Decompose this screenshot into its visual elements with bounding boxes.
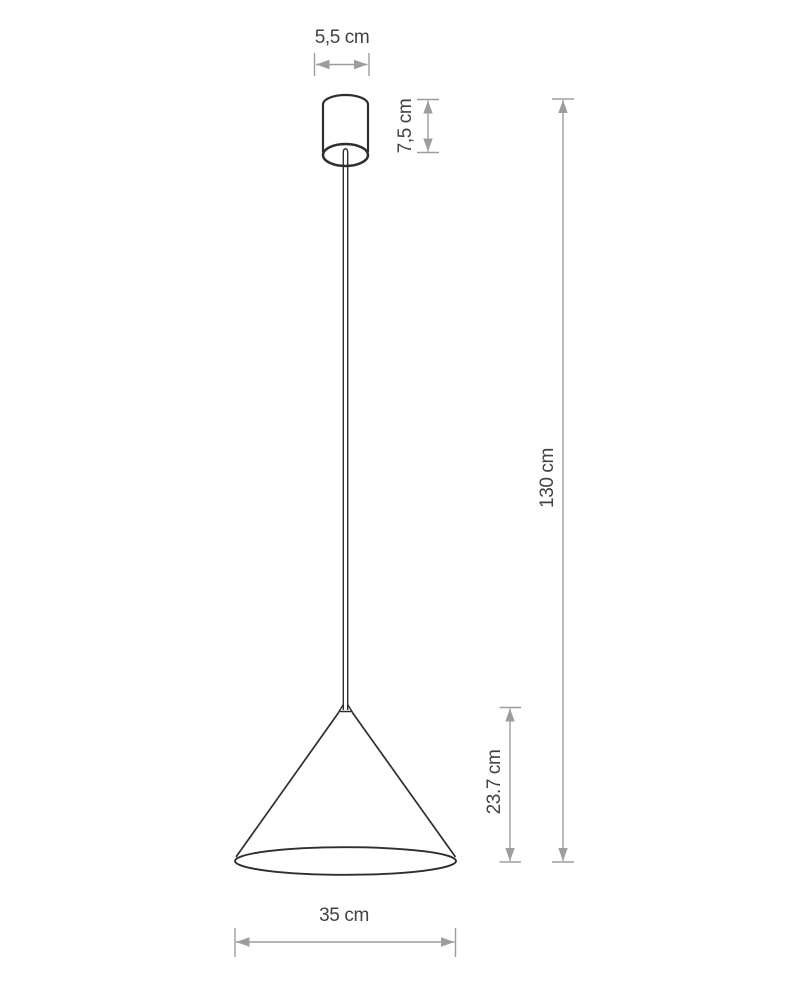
dimension-canopy-width-label: 5,5 cm: [314, 27, 370, 48]
shade-right-edge: [352, 712, 455, 857]
lamp-shade: [235, 705, 456, 875]
arrowhead-down-icon: [505, 848, 514, 861]
arrowhead-up-icon: [423, 101, 432, 114]
arrowhead-down-icon: [423, 139, 432, 152]
arrowhead-right-icon: [441, 937, 455, 946]
lamp-canopy: [323, 95, 368, 166]
arrowhead-left-icon: [236, 937, 250, 946]
dimension-canopy-height-label: 7,5 cm: [395, 98, 416, 154]
dimension-shade-height-label: 23.7 cm: [484, 749, 505, 815]
dimension-total-height-label: 130 cm: [537, 448, 558, 508]
arrowhead-up-icon: [558, 100, 567, 113]
dimension-canopy-width: [315, 27, 370, 76]
shade-apex-cap: [339, 705, 352, 712]
dimension-shade-width-label: 35 cm: [319, 905, 369, 926]
arrowhead-up-icon: [505, 709, 514, 722]
shade-left-edge: [236, 712, 339, 857]
shade-bottom-ellipse: [235, 847, 456, 875]
arrowhead-down-icon: [558, 848, 567, 861]
dimension-canopy-height: [395, 99, 439, 154]
dimension-shade-height: [484, 708, 521, 863]
lamp-cable: [343, 149, 347, 710]
cable-rod: [343, 149, 347, 710]
dimension-shade-width: [235, 905, 456, 957]
dimension-total-height: [537, 99, 574, 862]
canopy-bottom-ellipse: [323, 144, 368, 166]
arrowhead-right-icon: [354, 60, 368, 69]
lamp-drawing: [235, 95, 456, 875]
arrowhead-left-icon: [316, 60, 330, 69]
canopy-top-arc: [323, 95, 368, 105]
